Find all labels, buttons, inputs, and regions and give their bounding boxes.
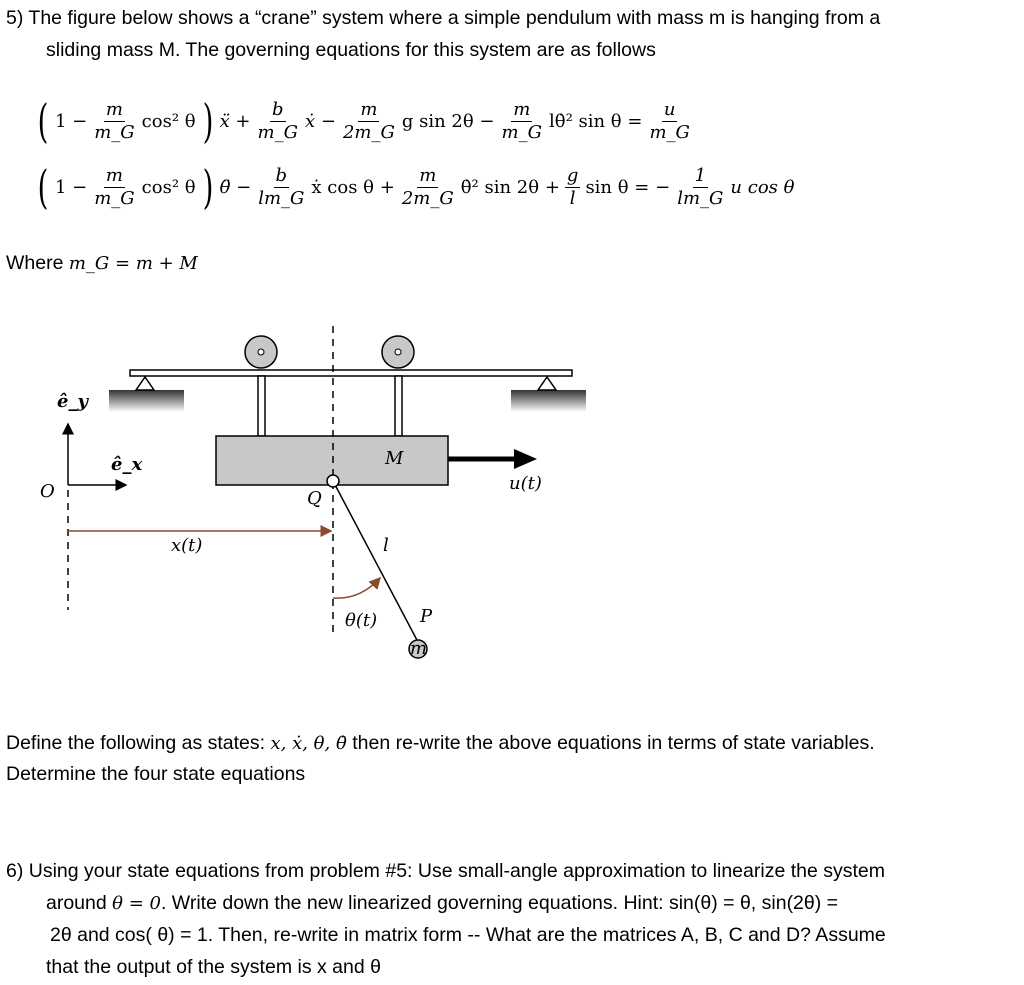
- define-line1: Define the following as states: x, ẋ, θ, θ̇ then re-write the above equations in terms of state variables.: [6, 732, 875, 754]
- fraction: $\frac{m}{m\_G}$: [94, 98, 135, 143]
- problem5-line2: sliding mass M. The governing equations for this system are as follows: [46, 39, 656, 61]
- eq-term: θ̈ −: [219, 176, 252, 198]
- label-small-m: m: [410, 638, 428, 659]
- label-q: Q: [307, 488, 322, 509]
- post-right: [395, 376, 402, 436]
- fraction: $\frac{m}{2m\_G}$: [342, 98, 395, 143]
- support-right: [538, 377, 556, 390]
- define-line2: Determine the four state equations: [6, 763, 306, 785]
- pivot-q: [327, 475, 339, 487]
- eq-term: g sin 2θ −: [401, 110, 495, 132]
- eq-term: ẋ cos θ +: [311, 176, 395, 198]
- theta-arc: [333, 578, 380, 598]
- eq-term: ẍ +: [219, 110, 251, 132]
- fraction: $\frac{b}{lm\_G}$: [258, 164, 305, 209]
- eq-term: cos² θ: [141, 176, 196, 198]
- problem6-line4: that the output of the system is x and θ: [46, 956, 381, 978]
- label-p: P: [420, 606, 433, 627]
- fraction: $\frac{b}{m\_G}$: [257, 98, 298, 143]
- fraction: $\frac{m}{m\_G}$: [94, 164, 135, 209]
- problem6-line1: 6) Using your state equations from problem #5: Use small-angle approximation to linearize the system: [6, 860, 885, 882]
- fraction: $\frac{m}{m\_G}$: [501, 98, 542, 143]
- rail-beam: [130, 370, 572, 376]
- label-x: x(t): [171, 535, 203, 556]
- ground-right: [511, 390, 586, 412]
- fraction: $\frac{g}{l}$: [566, 164, 579, 209]
- ground-left: [109, 390, 184, 412]
- eq-term: θ̇² sin 2θ +: [460, 176, 560, 198]
- problem5-line1: 5) The figure below shows a “crane” system where a simple pendulum with mass m is hanging from a: [6, 7, 881, 29]
- problem6-line3: 2θ and cos( θ) = 1. Then, re-write in matrix form -- What are the matrices A, B, C and D? Assume: [50, 924, 886, 946]
- where-label: Where: [6, 252, 64, 274]
- eq-term: u cos θ: [730, 176, 795, 198]
- problem6-line2: around θ = 0. Write down the new linearized governing equations. Hint: sin(θ) = θ, sin(2θ) =: [46, 892, 839, 914]
- eq-term: 1 −: [54, 176, 88, 198]
- eq-term: sin θ = −: [585, 176, 671, 198]
- support-left: [136, 377, 154, 390]
- equation-1: ( 1 − $\frac{m}{m\_G}$ cos² θ ) ẍ + $\frac{b}{m\_G}$ ẋ − $\frac{m}{2m\_G}$ g sin 2θ − $\frac{m}{m\_G}$ lθ̇² sin θ = $\frac{u}{m\_G}$: [37, 94, 690, 148]
- label-ex: ê_x: [111, 454, 143, 475]
- label-length: l: [383, 535, 389, 556]
- label-big-m: M: [385, 448, 404, 469]
- fraction: $\frac{1}{lm\_G}$: [677, 164, 724, 209]
- fraction: $\frac{m}{2m\_G}$: [401, 164, 454, 209]
- label-theta: θ(t): [345, 610, 378, 631]
- eq-term: cos² θ: [141, 110, 196, 132]
- eq-term: lθ̇² sin θ =: [548, 110, 643, 132]
- label-origin: O: [40, 481, 55, 502]
- equation-2: ( 1 − $\frac{m}{m\_G}$ cos² θ ) θ̈ − $\frac{b}{lm\_G}$ ẋ cos θ + $\frac{m}{2m\_G}$ θ̇² sin 2θ + $\frac{g}{l}$ sin θ = − $\frac{1}{lm\_G}$ u cos θ: [34, 164, 797, 210]
- eq-term: ẋ −: [304, 110, 336, 132]
- state-list: x, ẋ, θ, θ̇: [270, 733, 347, 754]
- label-force: u(t): [509, 473, 542, 494]
- fraction: $\frac{u}{m\_G}$: [649, 98, 690, 143]
- label-ey: ê_y: [57, 391, 88, 412]
- post-left: [258, 376, 265, 436]
- eq-term: 1 −: [54, 110, 88, 132]
- where-math: m_G = m + M: [68, 253, 198, 274]
